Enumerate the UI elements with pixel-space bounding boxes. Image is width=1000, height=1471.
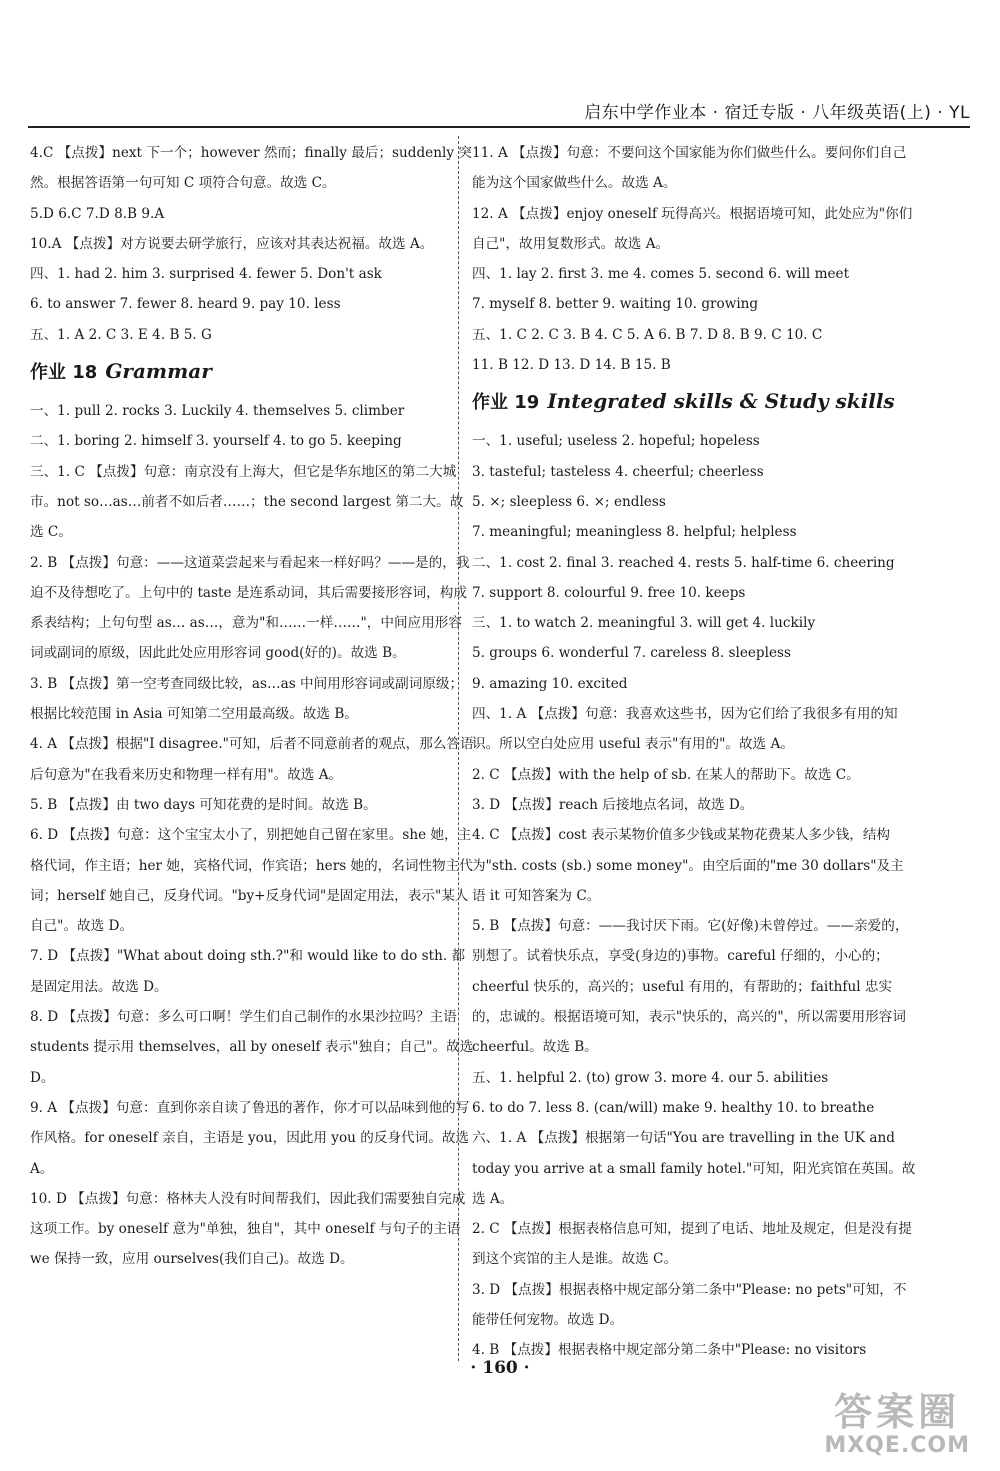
watermark-url: MXQE.COM: [824, 1432, 970, 1458]
answer-item: 5. B 【点拨】由 two days 可知花费的是时间。故选 B。: [30, 796, 377, 813]
answer-list-top-right: [472, 138, 917, 380]
answer-item: 3. D 【点拨】根据表格中规定部分第二条中"Please: no pets"可知，不能带任何宠物。故选 D。: [472, 1281, 907, 1328]
answer-item: 11. B 12. D 13. D 14. B 15. B: [472, 357, 671, 374]
watermark-logo: 答案圈: [834, 1390, 961, 1434]
running-header: 启东中学作业本 · 宿迁专版 · 八年级英语(上) · YL: [584, 103, 970, 123]
answer-item: 10.A 【点拨】对方说要去研学旅行，应该对其表达祝福。故选 A。: [30, 235, 434, 252]
left-column: [30, 138, 475, 1275]
section-name: Integrated skills & Study skills: [547, 389, 895, 414]
answer-item: 12. A 【点拨】enjoy oneself 玩得高兴。根据语境可知，此处应为"你们自己"，故用复数形式。故选 A。: [472, 205, 913, 252]
answer-item: 7. D 【点拨】"What about doing sth.?"和 would like to do sth. 都是固定用法。故选 D。: [30, 948, 466, 995]
answer-item: 4. A 【点拨】根据"I disagree."可知，后者不同意前者的观点，那么答语后句意为"在我看来历史和物理一样有用"。故选 A。: [30, 736, 474, 783]
section-title-19: [472, 384, 917, 420]
answer-item: 三、1. to watch 2. meaningful 3. will get 4. luckily: [472, 615, 816, 632]
answer-item: 6. to answer 7. fewer 8. heard 9. pay 10. less: [30, 296, 341, 313]
section-label: 作业 18: [30, 362, 98, 384]
answer-item: 9. amazing 10. excited: [472, 675, 628, 692]
answer-item: 四、1. had 2. him 3. surprised 4. fewer 5. Don't ask: [30, 266, 382, 283]
answer-item: 6. D 【点拨】句意：这个宝宝太小了，别把她自己留在家里。she 她，主格代词，作主语；her 她，宾格代词，作宾语；hers 她的，名词性物主代词；herself 她自己，反身代词。"by+反身代词"是固定用法，表示"某人自己"。故选 D。: [30, 827, 473, 935]
answer-item: 2. B 【点拨】句意：——这道菜尝起来与看起来一样好吗？——是的，我迫不及待想吃了。上句中的 taste 是连系动词，其后需要接形容词，构成系表结构；上句句型 as… as…，意为"和……一样……"，中间应用形容词或副词的原级，因此此处应用形容词 good(好的)。故选 B。: [30, 554, 470, 662]
answer-item: 4. C 【点拨】cost 表示某物价值多少钱或某物花费某人多少钱，结构为"sth. costs (sb.) some money"。由空后面的"me 30 dollars"及主语 it 可知答案为 C。: [472, 827, 904, 904]
answer-item: 7. meaningful; meaningless 8. helpful; helpless: [472, 524, 797, 541]
section-label: 作业 19: [472, 392, 540, 414]
answer-item: 5. groups 6. wonderful 7. careless 8. sleepless: [472, 645, 791, 662]
answer-item: 4. B 【点拨】根据表格中规定部分第二条中"Please: no visitors: [472, 1342, 867, 1359]
answer-item: 二、1. boring 2. himself 3. yourself 4. to go 5. keeping: [30, 433, 402, 450]
answer-item: 6. to do 7. less 8. (can/will) make 9. healthy 10. to breathe: [472, 1099, 875, 1116]
header-rule: [28, 126, 970, 128]
answer-list-top-left: [30, 138, 475, 350]
section-name: Grammar: [105, 359, 212, 384]
answer-list-right: [472, 426, 917, 1365]
watermark: [824, 1392, 970, 1458]
section-title-18: [30, 354, 475, 390]
answer-item: 三、1. C 【点拨】句意：南京没有上海大，但它是华东地区的第二大城市。not so…as…前者不如后者……；the second largest 第二大。故选 C。: [30, 463, 464, 541]
answer-item: 2. C 【点拨】根据表格信息可知，提到了电话、地址及规定，但是没有提到这个宾馆的主人是谁。故选 C。: [472, 1221, 912, 1268]
answer-item: 四、1. lay 2. first 3. me 4. comes 5. second 6. will meet: [472, 266, 850, 283]
answer-item: 5. ×; sleepless 6. ×; endless: [472, 493, 666, 510]
answer-item: 3. tasteful; tasteless 4. cheerful; cheerless: [472, 463, 764, 480]
answer-item: 11. A 【点拨】句意：不要问这个国家能为你们做些什么。要问你们自己能为这个国家做些什么。故选 A。: [472, 145, 907, 192]
answer-item: 五、1. C 2. C 3. B 4. C 5. A 6. B 7. D 8. B 9. C 10. C: [472, 326, 823, 343]
answer-item: 四、1. A 【点拨】句意：我喜欢这些书，因为它们给了我很多有用的知识。所以空白处应用 useful 表示"有用的"。故选 A。: [472, 706, 898, 753]
answer-list-left: [30, 396, 475, 1275]
page-number: · 160 ·: [470, 1358, 530, 1378]
answer-item: 2. C 【点拨】with the help of sb. 在某人的帮助下。故选 C。: [472, 766, 860, 783]
answer-item: 一、1. pull 2. rocks 3. Luckily 4. themselves 5. climber: [30, 403, 405, 420]
answer-item: 5.D 6.C 7.D 8.B 9.A: [30, 205, 165, 222]
answer-item: 3. B 【点拨】第一空考查同级比较，as…as 中间用形容词或副词原级；根据比较范围 in Asia 可知第二空用最高级。故选 B。: [30, 675, 464, 723]
answer-item: 10. D 【点拨】句意：格林夫人没有时间帮我们，因此我们需要独自完成这项工作。by oneself 意为"单独，独自"，其中 oneself 与句子的主语 we 保持一致，应用 ourselves(我们自己)。故选 D。: [30, 1190, 466, 1268]
answer-item: 4.C 【点拨】next 下一个；however 然而；finally 最后；suddenly 突然。根据答语第一句可知 C 项符合句意。故选 C。: [30, 145, 472, 192]
answer-item: 9. A 【点拨】句意：直到你亲自读了鲁迅的著作，你才可以品味到他的写作风格。for oneself 亲自，主语是 you，因此用 you 的反身代词。故选 A。: [30, 1099, 470, 1177]
answer-item: 8. D 【点拨】句意：多么可口啊！学生们自己制作的水果沙拉吗？主语 students 提示用 themselves，all by oneself 表示"独自；自己"。故选 D。: [30, 1009, 474, 1086]
answer-item: 五、1. helpful 2. (to) grow 3. more 4. our 5. abilities: [472, 1069, 829, 1086]
answer-item: 5. B 【点拨】句意：——我讨厌下雨。它(好像)未曾停过。——亲爱的，别想了。试着快乐点，享受(身边的)事物。careful 仔细的，小心的；cheerful 快乐的，高兴的；useful 有用的，有帮助的；faithful 忠实的，忠诚的。根据语境可知，表示"快乐的，高兴的"，所以需要用形容词 cheerful。故选 B。: [472, 918, 909, 1056]
answer-item: 7. support 8. colourful 9. free 10. keeps: [472, 584, 746, 601]
answer-item: 3. D 【点拨】reach 后接地点名词，故选 D。: [472, 796, 754, 813]
answer-item: 二、1. cost 2. final 3. reached 4. rests 5. half-time 6. cheering: [472, 554, 895, 571]
answer-item: 五、1. A 2. C 3. E 4. B 5. G: [30, 326, 212, 343]
answer-item: 一、1. useful; useless 2. hopeful; hopeless: [472, 433, 760, 450]
answer-item: 六、1. A 【点拨】根据第一句话"You are travelling in the UK and today you arrive at a small family hotel."可知，阳光宾馆在英国。故选 A。: [472, 1130, 916, 1207]
answer-item: 7. myself 8. better 9. waiting 10. growing: [472, 296, 759, 313]
column-divider: [458, 136, 459, 1361]
right-column: [472, 138, 917, 1366]
